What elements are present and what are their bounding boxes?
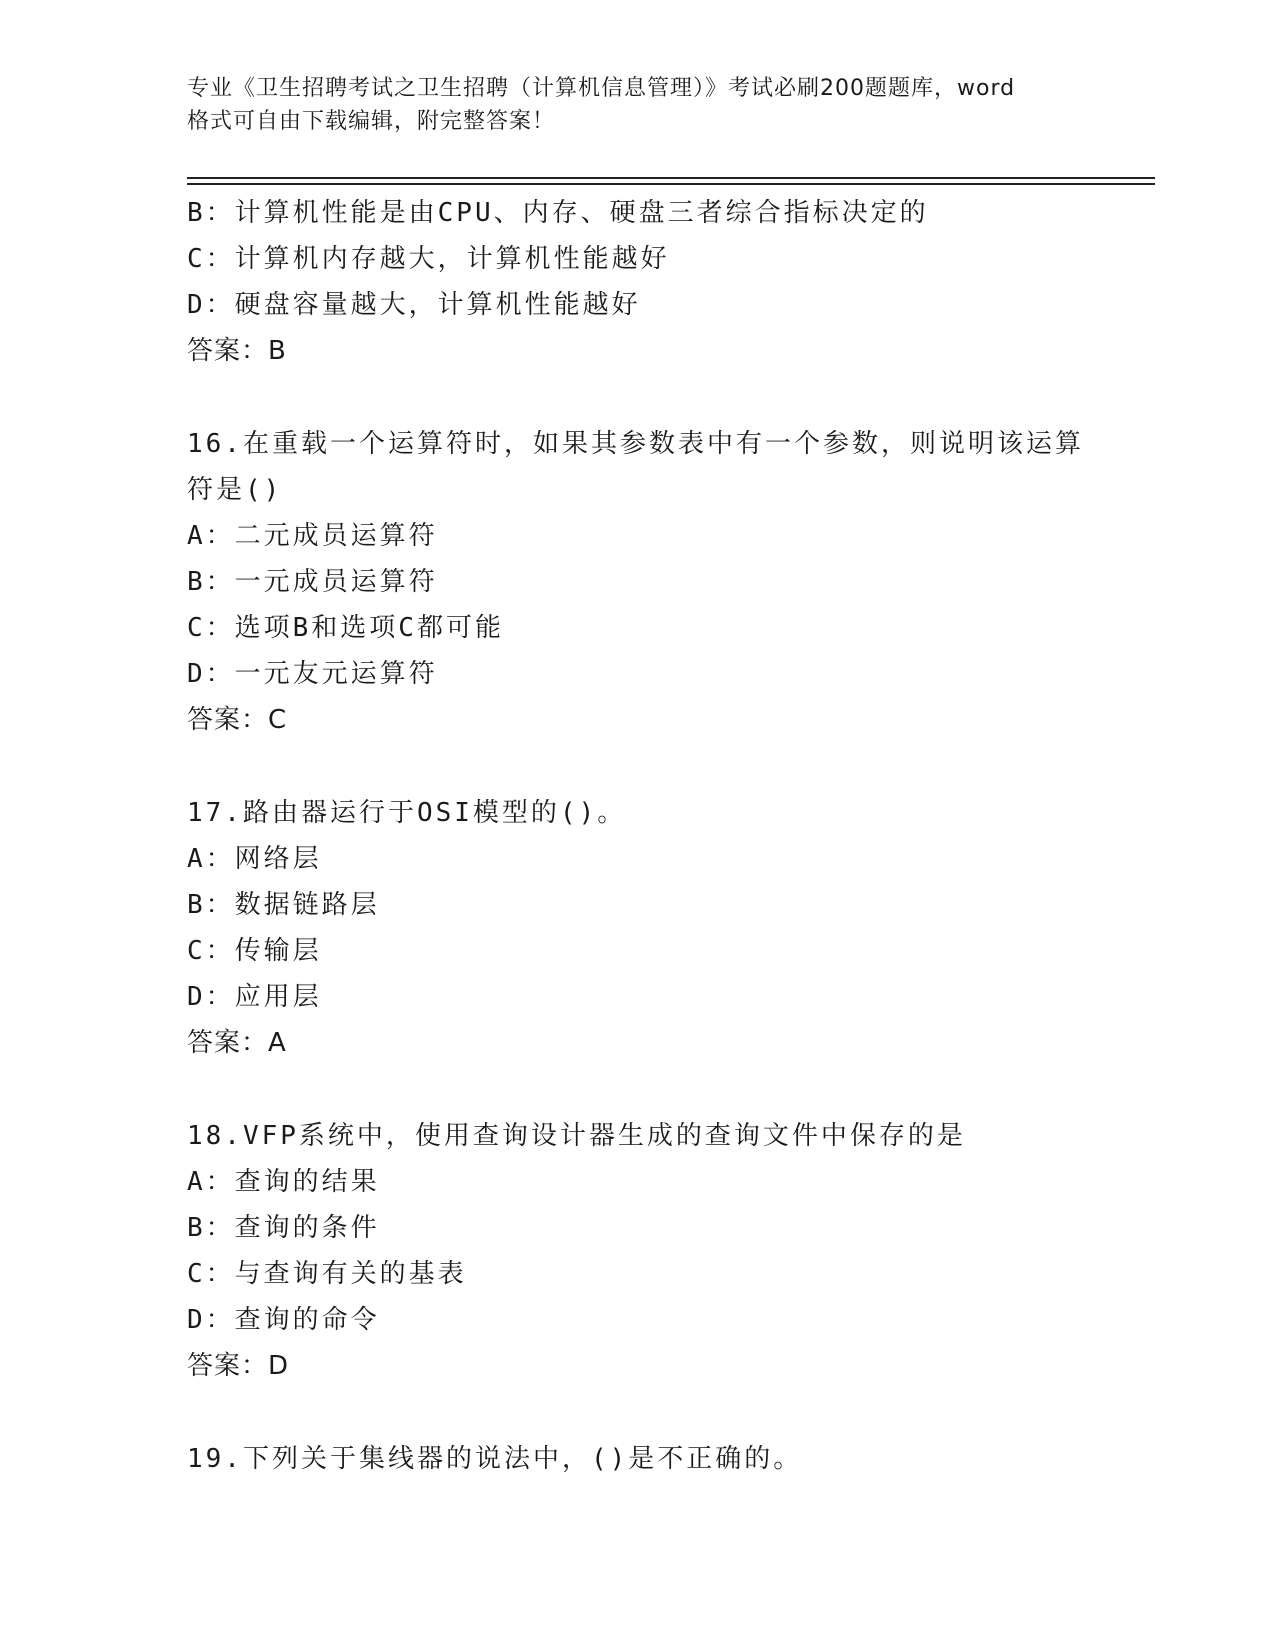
option-c: C：计算机内存越大，计算机性能越好	[187, 244, 670, 274]
option-a: A：二元成员运算符	[187, 521, 438, 551]
spacer	[187, 1389, 1087, 1436]
option-d: D：查询的命令	[187, 1305, 380, 1335]
question-17	[187, 790, 1087, 1066]
option-d: D：应用层	[187, 982, 322, 1012]
option-c: C：与查询有关的基表	[187, 1259, 467, 1289]
question-19	[187, 1436, 1087, 1482]
spacer	[187, 1066, 1087, 1113]
document-header	[187, 72, 1087, 138]
header-line-2: 格式可自由下载编辑，附完整答案！	[187, 109, 556, 134]
question-stem: 16.在重载一个运算符时，如果其参数表中有一个参数，则说明该运算	[187, 429, 1084, 459]
question-stem: 17.路由器运行于OSI模型的()。	[187, 798, 627, 828]
option-a: A：网络层	[187, 844, 322, 874]
option-c: C：传输层	[187, 936, 322, 966]
question-16	[187, 421, 1087, 743]
option-b: B：查询的条件	[187, 1213, 380, 1243]
question-15-continued	[187, 190, 1087, 374]
header-divider-bottom	[187, 183, 1155, 185]
answer-line: 答案：B	[187, 336, 287, 366]
spacer	[187, 743, 1087, 790]
option-d: D：一元友元运算符	[187, 659, 438, 689]
answer-line: 答案：A	[187, 1028, 287, 1058]
question-18	[187, 1113, 1087, 1389]
question-list	[187, 190, 1087, 1482]
option-b: B：数据链路层	[187, 890, 380, 920]
question-stem-continued: 符是()	[187, 475, 283, 505]
option-b: B：计算机性能是由CPU、内存、硬盘三者综合指标决定的	[187, 198, 929, 228]
question-stem: 18.VFP系统中，使用查询设计器生成的查询文件中保存的是	[187, 1121, 966, 1151]
answer-line: 答案：D	[187, 1351, 290, 1381]
option-c: C：选项B和选项C都可能	[187, 613, 504, 643]
spacer	[187, 374, 1087, 421]
option-b: B：一元成员运算符	[187, 567, 438, 597]
answer-line: 答案：C	[187, 705, 288, 735]
option-a: A：查询的结果	[187, 1167, 380, 1197]
option-d: D：硬盘容量越大，计算机性能越好	[187, 290, 641, 320]
question-stem: 19.下列关于集线器的说法中，()是不正确的。	[187, 1444, 803, 1474]
header-line-1: 专业《卫生招聘考试之卫生招聘（计算机信息管理）》考试必刷200题题库，word	[187, 76, 1016, 101]
header-divider-top	[187, 177, 1155, 179]
